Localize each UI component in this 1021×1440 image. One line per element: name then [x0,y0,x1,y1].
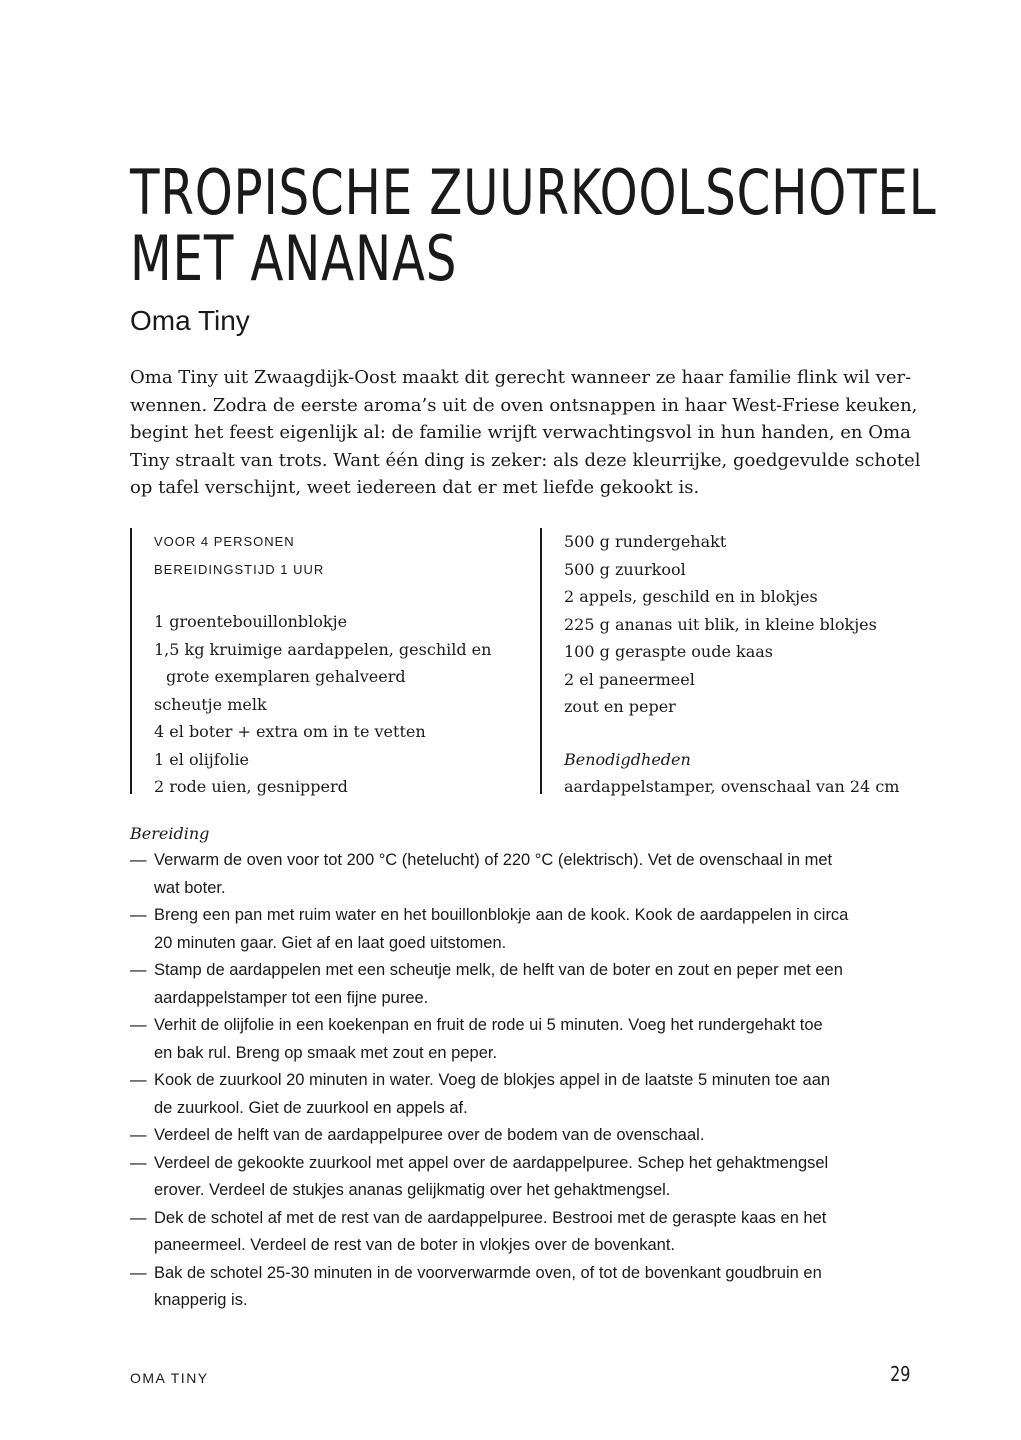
intro-line: begint het feest eigenlijk al: de familie wrijft verwachtingsvol in hun handen, en Oma [130,422,911,443]
step-line: Verwarm de oven voor tot 200 °C (hetelucht) of 220 °C (elektrisch). Vet de ovenschaal in met [154,851,833,869]
ingredients-column-left [130,528,514,794]
step-item [130,1205,920,1260]
step-line: Bak de schotel 25-30 minuten in de voorverwarmde oven, of tot de bovenkant goudbruin en [154,1263,822,1282]
step-item [130,1012,920,1067]
step-dash: — [130,1071,147,1089]
page-number: 29 [889,1362,910,1386]
prep-time-label: BEREIDINGSTIJD 1 UUR [154,561,325,577]
ingredient-item: 2 el paneermeel [564,669,695,689]
steps-heading: Bereiding [130,824,210,843]
ingredient-item: 500 g zuurkool [564,559,686,579]
intro-line: Oma Tiny uit Zwaagdijk-Oost maakt dit gerecht wanneer ze haar familie flink wil ver- [130,367,912,388]
intro-line: wennen. Zodra de eerste aroma’s uit de oven ontsnappen in haar West-Friese keuken, [130,394,918,416]
title-line-2: MET ANANAS [130,222,458,295]
step-line: wat boter. [154,878,226,897]
intro-line: op tafel verschijnt, weet iedereen dat er met liefde gekookt is. [130,477,700,498]
step-dash: — [130,851,147,869]
ingredient-item: zout en peper [564,697,676,716]
step-dash: — [130,1263,147,1282]
ingredient-item: 2 rode uien, gesnipperd [154,777,348,796]
step-dash: — [130,1016,147,1034]
step-item [130,902,920,957]
title-line-1: TROPISCHE ZUURKOOLSCHOTEL [130,156,937,229]
ingredient-item: 1,5 kg kruimige aardappelen, geschild en [154,639,492,659]
intro-paragraph [130,364,921,502]
step-dash: — [130,906,147,924]
step-line: de zuurkool. Giet de zuurkool en appels af. [154,1098,468,1117]
step-item [130,847,920,902]
step-line: 20 minuten gaar. Giet af en laat goed uitstomen. [154,933,507,952]
step-dash: — [130,1153,147,1172]
step-line: Verhit de olijfolie in een koekenpan en fruit de rode ui 5 minuten. Voeg het rundergehakt toe [154,1016,823,1034]
step-line: Verdeel de gekookte zuurkool met appel over de aardappelpuree. Schep het gehaktmengsel [154,1153,829,1172]
steps-list [130,847,920,1315]
spacer [564,721,944,746]
step-line: erover. Verdeel de stukjes ananas gelijkmatig over het gehaktmengsel. [154,1181,671,1199]
servings-label: VOOR 4 PERSONEN [154,534,295,549]
equipment-text: aardappelstamper, ovenschaal van 24 cm [564,777,900,796]
step-item [130,1122,920,1150]
step-item [130,957,920,1012]
equipment-heading: Benodigdheden [564,749,691,769]
ingredient-item: 1 groentebouillonblokje [154,612,348,631]
step-line: Dek de schotel af met de rest van de aardappelpuree. Bestrooi met de geraspte kaas en het [154,1208,827,1227]
ingredient-item: scheutje melk [154,694,267,714]
ingredient-item: 2 appels, geschild en in blokjes [564,587,818,606]
page-title [130,156,937,295]
ingredient-item: 1 el olijfolie [154,749,250,769]
step-line: Breng een pan met ruim water en het bouillonblokje aan de kook. Kook de aardappelen in circa [154,906,849,924]
step-dash: — [130,961,147,979]
ingredients-column-right [540,528,944,794]
spacer [154,583,514,608]
step-dash: — [130,1126,147,1144]
step-item [130,1067,920,1122]
ingredient-item: 500 g rundergehakt [564,532,727,551]
step-line: aardappelstamper tot een fijne puree. [154,988,429,1007]
step-line: Stamp de aardappelen met een scheutje melk, de helft van de boter en zout en peper met een [154,961,843,979]
running-footer: OMA TINY [130,1370,209,1386]
step-item [130,1260,920,1315]
ingredient-item: 100 g geraspte oude kaas [564,642,774,661]
step-line: Kook de zuurkool 20 minuten in water. Voeg de blokjes appel in de laatste 5 minuten toe aan [154,1071,831,1089]
ingredient-item-continuation: grote exemplaren gehalveerd [166,667,406,686]
intro-line: Tiny straalt van trots. Want één ding is zeker: als deze kleurrijke, goedgevulde schotel [130,449,921,471]
step-dash: — [130,1208,147,1227]
step-line: Verdeel de helft van de aardappelpuree over de bodem van de ovenschaal. [154,1126,705,1144]
step-line: en bak rul. Breng op smaak met zout en peper. [154,1043,498,1062]
step-item [130,1150,920,1205]
step-line: paneermeel. Verdeel de rest van de boter in vlokjes over de bovenkant. [154,1236,675,1254]
ingredient-item: 225 g ananas uit blik, in kleine blokjes [564,614,877,634]
step-line: knapperig is. [154,1291,248,1309]
ingredient-item: 4 el boter + extra om in te vetten [154,722,426,741]
page-subtitle: Oma Tiny [130,305,250,336]
